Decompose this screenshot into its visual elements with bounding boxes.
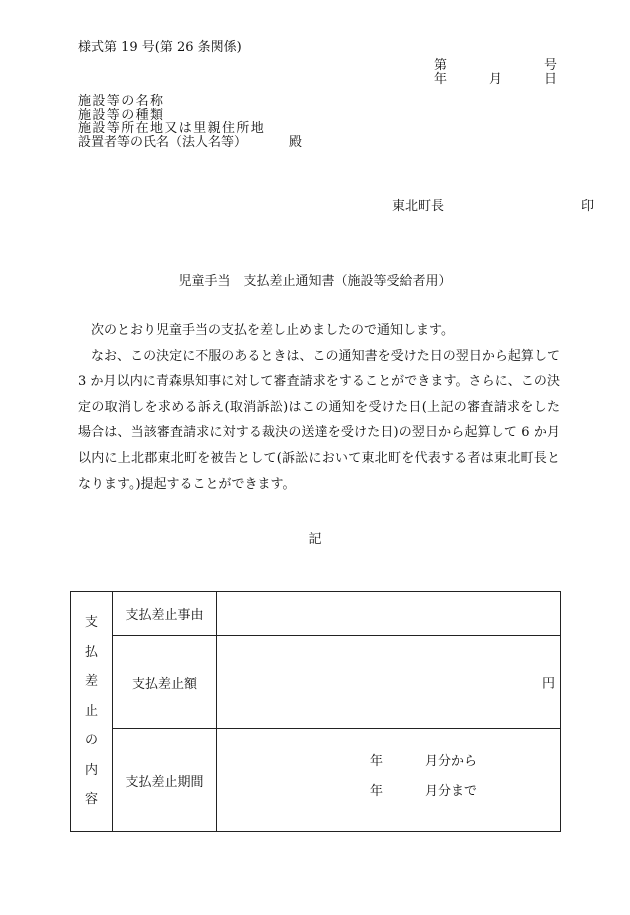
reason-label: 支払差止事由 xyxy=(113,592,217,636)
vertical-header xyxy=(71,592,113,832)
yen-unit: 円 xyxy=(541,676,555,692)
vertical-char: 容 xyxy=(84,792,98,808)
vertical-char: 止 xyxy=(84,703,98,719)
vertical-char: 支 xyxy=(84,615,98,631)
issuer-name: 東北町長 xyxy=(392,199,445,214)
form-reference: 様式第 19 号(第 26 条関係) xyxy=(78,40,242,55)
amount-label: 支払差止額 xyxy=(113,636,217,729)
seal-mark: 印 xyxy=(581,199,595,214)
document-title: 児童手当 支払差止通知書（施設等受給者用） xyxy=(178,274,452,289)
date-month: 月 xyxy=(489,72,503,87)
notice-body xyxy=(78,318,560,497)
table-row-amount xyxy=(71,636,561,729)
body-paragraph-2: なお、この決定に不服のあるときは、この通知書を受けた日の翌日から起算して 3 か月以内に青森県知事に対して審査請求をすることができます。さらに、この決定の取消しを求める訴え(取消訴訟)はこの通知を受けた日(上記の審査請求をした場合は、当該審査請求に対する裁決の送達を受けた日)の翌日から起算して 6 か月以内に上北郡東北町を被告として(訴訟において東北町を代表する者は東北町長となります。)提起することができます。 xyxy=(78,348,560,492)
amount-value xyxy=(217,636,561,729)
facility-type-label: 施設等の種類 xyxy=(78,107,165,123)
founder-name-line xyxy=(78,136,302,150)
date-day: 日 xyxy=(544,72,558,87)
table-row-period xyxy=(71,729,561,832)
table-row-reason xyxy=(71,592,561,636)
vertical-char: 差 xyxy=(84,674,98,690)
period-label: 支払差止期間 xyxy=(113,729,217,832)
suspension-details-table xyxy=(70,591,561,832)
honorific: 殿 xyxy=(289,134,303,150)
date-year: 年 xyxy=(434,72,448,87)
facility-address-label: 施設等所在地又は里親住所地 xyxy=(78,121,266,136)
facility-name-label: 施設等の名称 xyxy=(78,94,165,109)
vertical-char: の xyxy=(84,733,98,749)
vertical-char: 払 xyxy=(84,644,98,660)
founder-name-label: 設置者等の氏名（法人名等） xyxy=(78,134,248,150)
ki-heading: 記 xyxy=(308,532,322,547)
vertical-char: 内 xyxy=(84,762,98,778)
body-paragraph-1: 次のとおり児童手当の支払を差し止めましたので通知します。 xyxy=(91,323,454,338)
period-to-month: 月分まで xyxy=(425,784,478,799)
period-to-year: 年 xyxy=(370,784,384,799)
period-from-month: 月分から xyxy=(425,754,478,769)
recipient-fields xyxy=(78,95,302,149)
reason-value xyxy=(217,592,561,636)
document-date xyxy=(434,68,559,87)
number-prefix: 第 xyxy=(434,58,448,73)
period-value xyxy=(217,729,561,832)
period-from-year: 年 xyxy=(370,754,384,769)
number-suffix: 号 xyxy=(544,58,558,73)
